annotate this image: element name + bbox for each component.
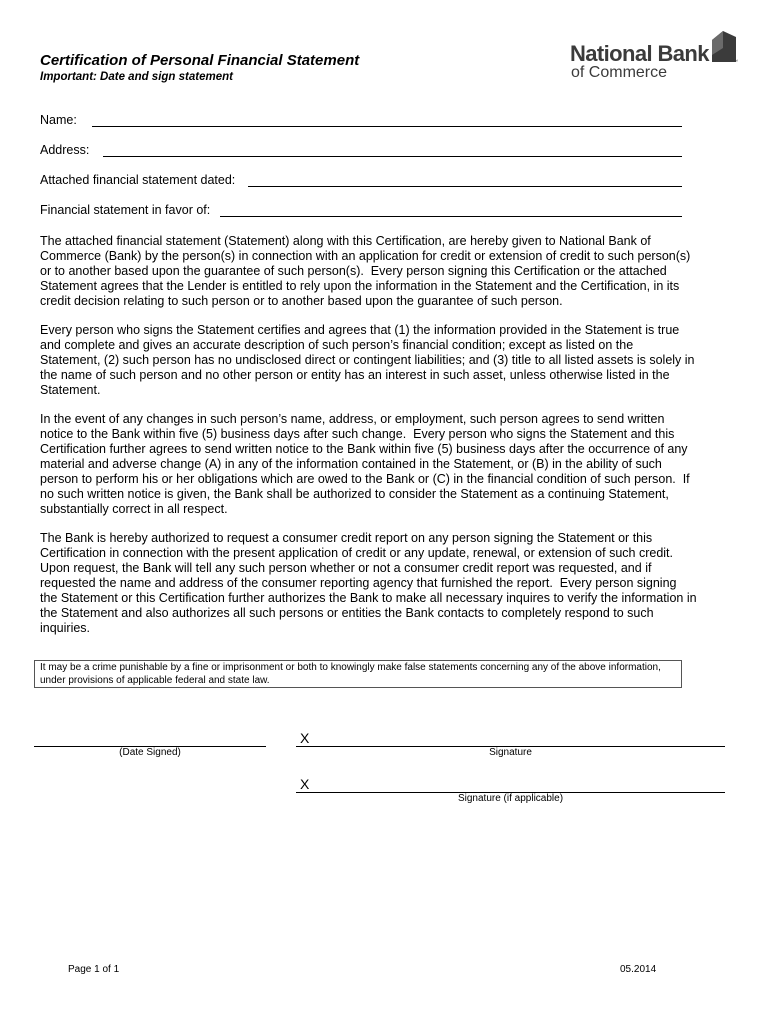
document-title: Certification of Personal Financial Statement bbox=[40, 52, 360, 69]
paragraph-line: credit decision relating to such person or to another based upon the guarantee of such person. bbox=[40, 294, 563, 308]
paragraph-line: Commerce (Bank) by the person(s) in connection with an application for credit or extension of credit to such person(s) bbox=[40, 249, 691, 263]
statement-date-label: Attached financial statement dated: bbox=[40, 173, 236, 187]
paragraph-line: Certification further agrees to send written notice to the Bank within five (5) business days after the occurrence of any bbox=[40, 442, 688, 456]
logo-wordmark-line1: National Bank bbox=[570, 41, 709, 66]
page-number: Page 1 of 1 bbox=[68, 964, 120, 975]
paragraph-certification bbox=[40, 234, 690, 309]
second-signature-x-mark: X bbox=[300, 776, 310, 792]
legal-notice-box bbox=[34, 660, 682, 688]
in-favor-of-field[interactable] bbox=[220, 216, 682, 217]
paragraph-representations bbox=[40, 323, 695, 398]
document-subtitle: Important: Date and sign statement bbox=[40, 71, 233, 83]
paragraph-line: no such written notice is given, the Bank shall be authorized to consider the Statement as a continuing Statement, bbox=[40, 487, 669, 501]
paragraph-line: material and adverse change (A) in any of the information contained in the Statement, or (B) in the ability of such bbox=[40, 457, 662, 471]
logo-wordmark-line2: of Commerce bbox=[571, 64, 668, 81]
paragraph-line: requested the name and address of the consumer reporting agency that furnished the report. Every person signing bbox=[40, 576, 677, 590]
paragraph-line: the Statement or this Certification further authorizes the Bank to make all necessary inquires to verify the information in bbox=[40, 591, 697, 605]
paragraph-line: Statement. bbox=[40, 383, 101, 397]
name-label: Name: bbox=[40, 113, 77, 127]
paragraph-line: substantially correct in all respect. bbox=[40, 502, 228, 516]
date-signed-label: (Date Signed) bbox=[119, 747, 181, 758]
paragraph-line: notice to the Bank within five (5) business days after such change. Every person who signs the Statement and this bbox=[40, 427, 675, 441]
paragraph-line: or to another based upon the guarantee of such person(s). Every person signing this Certification or the attached bbox=[40, 264, 667, 278]
paragraph-line: the Statement and also authorizes all such persons or entities the Bank contacts to completely respond to such bbox=[40, 606, 654, 620]
paragraph-line: Certification in connection with the present application of credit or any update, renewal, or extension of such credit. bbox=[40, 546, 673, 560]
paragraph-line: The attached financial statement (Statement) along with this Certification, are hereby given to National Bank of bbox=[40, 234, 651, 248]
second-signature-label: Signature (if applicable) bbox=[457, 793, 564, 804]
signature-x-mark: X bbox=[300, 730, 310, 746]
notice-line: It may be a crime punishable by a fine or imprisonment or both to knowingly make false statements concerning any of the above information, bbox=[40, 662, 661, 673]
paragraph-line: The Bank is hereby authorized to request a consumer credit report on any person signing the Statement or this bbox=[40, 531, 653, 545]
paragraph-line: Every person who signs the Statement certifies and agrees that (1) the information provided in the Statement is true bbox=[40, 323, 680, 337]
logo-trademark: ™ bbox=[733, 59, 738, 65]
paragraph-credit-report bbox=[40, 531, 697, 636]
statement-date-field[interactable] bbox=[248, 186, 682, 187]
paragraph-line: the name of such person and no other person or entity has an interest in such asset, unless otherwise listed in the bbox=[40, 368, 670, 382]
signature-label: Signature bbox=[489, 747, 532, 758]
address-field[interactable] bbox=[103, 156, 682, 157]
paragraph-line: Statement, (2) such person has no undisclosed direct or contingent liabilities; and (3) title to all listed assets is solely in bbox=[40, 353, 695, 367]
form-revision-date: 05.2014 bbox=[620, 964, 657, 975]
address-label: Address: bbox=[40, 143, 90, 157]
notice-line: under provisions of applicable federal and state law. bbox=[40, 675, 270, 686]
paragraph-line: Upon request, the Bank will tell any such person whether or not a consumer credit report was requested, and if bbox=[40, 561, 652, 575]
paragraph-line: inquiries. bbox=[40, 621, 91, 635]
in-favor-of-label: Financial statement in favor of: bbox=[40, 203, 211, 217]
paragraph-line: In the event of any changes in such person’s name, address, or employment, such person agrees to send written bbox=[40, 412, 665, 426]
paragraph-line: Statement agrees that the Lender is entitled to rely upon the information in the Statement and the Certification, in its bbox=[40, 279, 680, 293]
name-field[interactable] bbox=[92, 126, 682, 127]
paragraph-line: person to perform his or her obligations which are owed to the Bank or (C) in the financial condition of such person. If bbox=[40, 472, 690, 486]
paragraph-change-notice bbox=[40, 412, 690, 517]
paragraph-line: and complete and gives an accurate description of such person’s financial condition; except as listed on the bbox=[40, 338, 634, 352]
